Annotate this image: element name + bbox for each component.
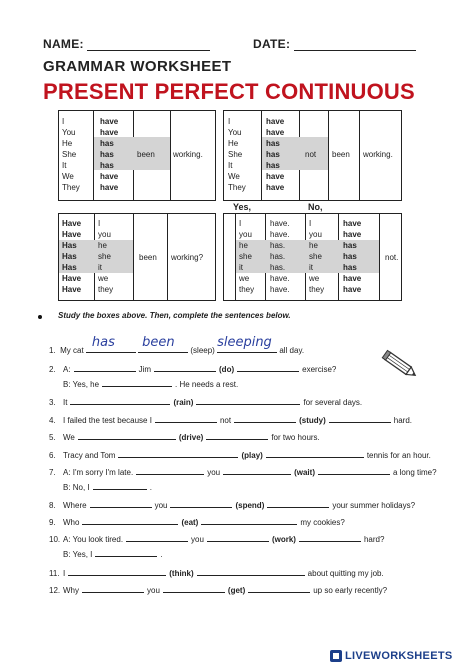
aff-subject: You [62, 128, 76, 137]
sa-subject-no: they [309, 285, 325, 294]
exercise-text: A: I'm sorry I'm late. [63, 468, 134, 477]
answer-blank[interactable] [82, 584, 144, 593]
sa-aux-no: have [343, 230, 362, 239]
answer-blank[interactable] [170, 499, 232, 508]
exercise-text: (get) [227, 586, 246, 595]
exercise-text: hard? [363, 535, 385, 544]
q-aux: Have [62, 219, 82, 228]
liveworksheets-logo: LIVEWORKSHEETS [330, 650, 453, 662]
aff-subject: She [62, 150, 77, 159]
exercise-text: about quitting my job. [307, 569, 384, 578]
exercise-text: B: Yes, I [63, 550, 93, 559]
aff-aux: has [100, 139, 114, 148]
answer-blank[interactable] [267, 499, 329, 508]
exercise-text: (drive) [178, 433, 204, 442]
logo-icon [330, 650, 342, 662]
exercise-text: (do) [219, 365, 235, 374]
exercise-text: my cookies? [300, 518, 345, 527]
aff-been: been [137, 150, 155, 159]
sa-subject-yes: he [239, 241, 248, 250]
sa-subject-no: she [309, 252, 322, 261]
name-row [43, 37, 210, 51]
exercise-text: you [191, 535, 204, 544]
exercise-text: (eat) [181, 518, 199, 527]
exercise-text: A: You look tired. [63, 535, 124, 544]
name-label: NAME: [43, 37, 84, 51]
neg-aux: has [266, 139, 280, 148]
answer-blank[interactable] [90, 499, 152, 508]
neg-subject: We [228, 172, 240, 181]
exercise-text: We [63, 433, 75, 442]
q-aux: Have [62, 230, 82, 239]
exercise-12 [49, 548, 163, 559]
exercise-text: your summer holidays? [332, 501, 416, 510]
sa-subject-yes: they [239, 285, 255, 294]
exercise-8 [49, 481, 152, 492]
exercise-number: 4. [49, 416, 56, 425]
neg-aux: has [266, 161, 280, 170]
sa-aux-no: have [343, 285, 362, 294]
q-subject: we [98, 274, 109, 283]
bullet-icon [38, 315, 42, 319]
exercise-number: 3. [49, 398, 56, 407]
no-label: No, [308, 202, 323, 212]
exercise-text: . [160, 550, 163, 559]
exercise-text: you [147, 586, 160, 595]
answer-blank[interactable] [155, 414, 217, 423]
answer-blank[interactable] [154, 363, 216, 372]
exercise-6 [49, 449, 431, 460]
sa-aux-yes: have. [270, 219, 290, 228]
tense-title: PRESENT PERFECT CONTINUOUS [43, 79, 415, 104]
answer-blank[interactable] [266, 449, 364, 458]
sa-aux-no: have [343, 219, 362, 228]
q-aux: Have [62, 274, 82, 283]
answer-blank[interactable] [197, 567, 305, 576]
aff-aux: has [100, 150, 114, 159]
sa-subject-yes: you [239, 230, 252, 239]
neg-aux: has [266, 150, 280, 159]
neg-been: been [332, 150, 350, 159]
answer-blank[interactable] [70, 396, 170, 405]
exercise-text: (work) [271, 535, 296, 544]
sa-subject-yes: I [239, 219, 242, 228]
answer-blank[interactable] [163, 584, 225, 593]
neg-subject: You [228, 128, 242, 137]
exercise-text: for two hours. [271, 433, 320, 442]
sa-aux-no: has [343, 263, 357, 272]
neg-subject: She [228, 150, 243, 159]
sa-aux-no: have [343, 274, 362, 283]
sa-subject-yes: she [239, 252, 252, 261]
aff-subject: I [62, 117, 65, 126]
q-subject: I [98, 219, 101, 228]
neg-verb: working. [363, 150, 393, 159]
answer-blank[interactable] [93, 481, 147, 490]
neg-aux: have [266, 183, 285, 192]
example-answer-3[interactable]: sleeping [217, 344, 277, 353]
exercise-11 [49, 533, 384, 544]
exercise-1 [49, 363, 336, 374]
answer-blank[interactable] [206, 431, 268, 440]
answer-blank[interactable] [136, 466, 204, 475]
exercise-text: a long time? [392, 468, 437, 477]
exercise-text: (study) [299, 416, 326, 425]
q-aux: Has [62, 263, 77, 272]
answer-blank[interactable] [201, 516, 297, 525]
neg-subject: He [228, 139, 239, 148]
q-aux: Have [62, 285, 82, 294]
answer-blank[interactable] [299, 533, 361, 542]
answer-blank[interactable] [74, 363, 136, 372]
answer-blank[interactable] [318, 466, 390, 475]
neg-aux: have [266, 117, 285, 126]
neg-subject: It [228, 161, 233, 170]
exercise-text: I [63, 569, 66, 578]
exercise-9 [49, 499, 415, 510]
exercise-text: B: No, I [63, 483, 90, 492]
answer-blank[interactable] [248, 584, 310, 593]
exercise-text: (wait) [294, 468, 315, 477]
exercise-number: 10. [49, 535, 61, 544]
exercise-text: It [63, 398, 68, 407]
sa-aux-no: has [343, 252, 357, 261]
exercise-text: I failed the test because I [63, 416, 152, 425]
date-label: DATE: [253, 37, 291, 51]
exercise-13 [49, 567, 384, 578]
exercise-14 [49, 584, 387, 595]
exercise-text: hard. [393, 416, 412, 425]
neg-aux: have [266, 172, 285, 181]
answer-blank[interactable] [95, 548, 157, 557]
exercise-text: . He needs a rest. [175, 380, 239, 389]
exercise-text: B: Yes, he [63, 380, 100, 389]
sa-subject-no: you [309, 230, 322, 239]
exercise-number: 12. [49, 586, 61, 595]
exercise-text: you [154, 501, 168, 510]
sa-subject-yes: we [239, 274, 250, 283]
sa-aux-yes: has. [270, 252, 286, 261]
aff-verb: working. [173, 150, 203, 159]
exercise-10 [49, 516, 345, 527]
name-field[interactable] [87, 40, 210, 51]
q-aux: Has [62, 241, 77, 250]
exercise-text: Jim [138, 365, 152, 374]
exercise-number: 11. [49, 569, 60, 578]
answer-blank[interactable] [207, 533, 269, 542]
answer-blank[interactable] [118, 449, 238, 458]
example-sentence: 1. My cat has been (sleep) sleeping all day. [49, 335, 305, 355]
date-field[interactable] [294, 40, 416, 51]
neg-subject: They [228, 183, 246, 192]
answer-blank[interactable] [223, 466, 291, 475]
exercise-text: . [149, 483, 152, 492]
exercise-number: 8. [49, 501, 56, 510]
neg-subject: I [228, 117, 231, 126]
exercise-4 [49, 414, 412, 425]
q-subject: they [98, 285, 114, 294]
sa-aux-yes: has. [270, 263, 286, 272]
exercise-number: 7. [49, 468, 56, 477]
exercise-text: A: [63, 365, 71, 374]
exercise-text: Tracy and Tom [63, 451, 116, 460]
exercise-number: 5. [49, 433, 56, 442]
answer-blank[interactable] [68, 567, 166, 576]
sa-aux-yes: have. [270, 230, 290, 239]
aff-subject: It [62, 161, 67, 170]
sa-subject-no: he [309, 241, 318, 250]
sa-subject-no: I [309, 219, 312, 228]
sa-aux-yes: have. [270, 285, 290, 294]
aff-aux: has [100, 161, 114, 170]
q-verb: working? [171, 253, 204, 262]
answer-blank[interactable] [196, 396, 300, 405]
instruction: Study the boxes above. Then, complete the sentences below. [58, 311, 291, 320]
exercise-number: 6. [49, 451, 56, 460]
answer-blank[interactable] [237, 363, 299, 372]
exercise-3 [49, 396, 362, 407]
answer-blank[interactable] [329, 414, 391, 423]
exercise-text: (rain) [173, 398, 194, 407]
aff-aux: have [100, 128, 119, 137]
exercise-number: 2. [49, 365, 56, 374]
answer-blank[interactable] [78, 431, 176, 440]
exercise-5 [49, 431, 320, 442]
q-been: been [139, 253, 157, 262]
aff-aux: have [100, 172, 119, 181]
q-subject: you [98, 230, 111, 239]
example-answer-2[interactable]: been [138, 344, 188, 353]
answer-blank[interactable] [234, 414, 296, 423]
q-subject: it [98, 263, 102, 272]
aff-aux: have [100, 117, 119, 126]
q-subject: she [98, 252, 111, 261]
example-answer-1[interactable]: has [86, 344, 136, 353]
q-aux: Has [62, 252, 77, 261]
aff-subject: He [62, 139, 73, 148]
exercise-text: for several days. [303, 398, 363, 407]
sa-aux-yes: has. [270, 241, 286, 250]
sa-subject-no: we [309, 274, 320, 283]
exercise-text: up so early recently? [313, 586, 388, 595]
answer-blank[interactable] [126, 533, 188, 542]
answer-blank[interactable] [82, 516, 178, 525]
aff-subject: They [62, 183, 80, 192]
neg-not: not [305, 150, 317, 159]
yes-label: Yes, [233, 202, 252, 212]
exercise-text: (spend) [235, 501, 265, 510]
sa-aux-yes: have. [270, 274, 290, 283]
exercise-text: Who [63, 518, 80, 527]
exercise-text: exercise? [302, 365, 337, 374]
exercise-text: not [219, 416, 232, 425]
sa-subject-no: it [309, 263, 313, 272]
exercise-text: tennis for an hour. [366, 451, 431, 460]
sa-not: not. [385, 253, 399, 262]
worksheet-title: GRAMMAR WORKSHEET [43, 58, 232, 75]
exercise-text: (play) [241, 451, 263, 460]
neg-aux: have [266, 128, 285, 137]
sa-aux-no: has [343, 241, 357, 250]
exercise-7 [49, 466, 437, 477]
exercise-text: you [207, 468, 221, 477]
exercise-text: Why [63, 586, 79, 595]
exercise-text: Where [63, 501, 87, 510]
exercise-number: 9. [49, 518, 56, 527]
aff-aux: have [100, 183, 119, 192]
q-subject: he [98, 241, 107, 250]
exercise-text: (think) [169, 569, 194, 578]
answer-blank[interactable] [102, 378, 172, 387]
exercise-2 [49, 378, 238, 389]
pencil-icon [381, 349, 421, 383]
date-row [253, 37, 416, 51]
sa-subject-yes: it [239, 263, 243, 272]
aff-subject: We [62, 172, 74, 181]
